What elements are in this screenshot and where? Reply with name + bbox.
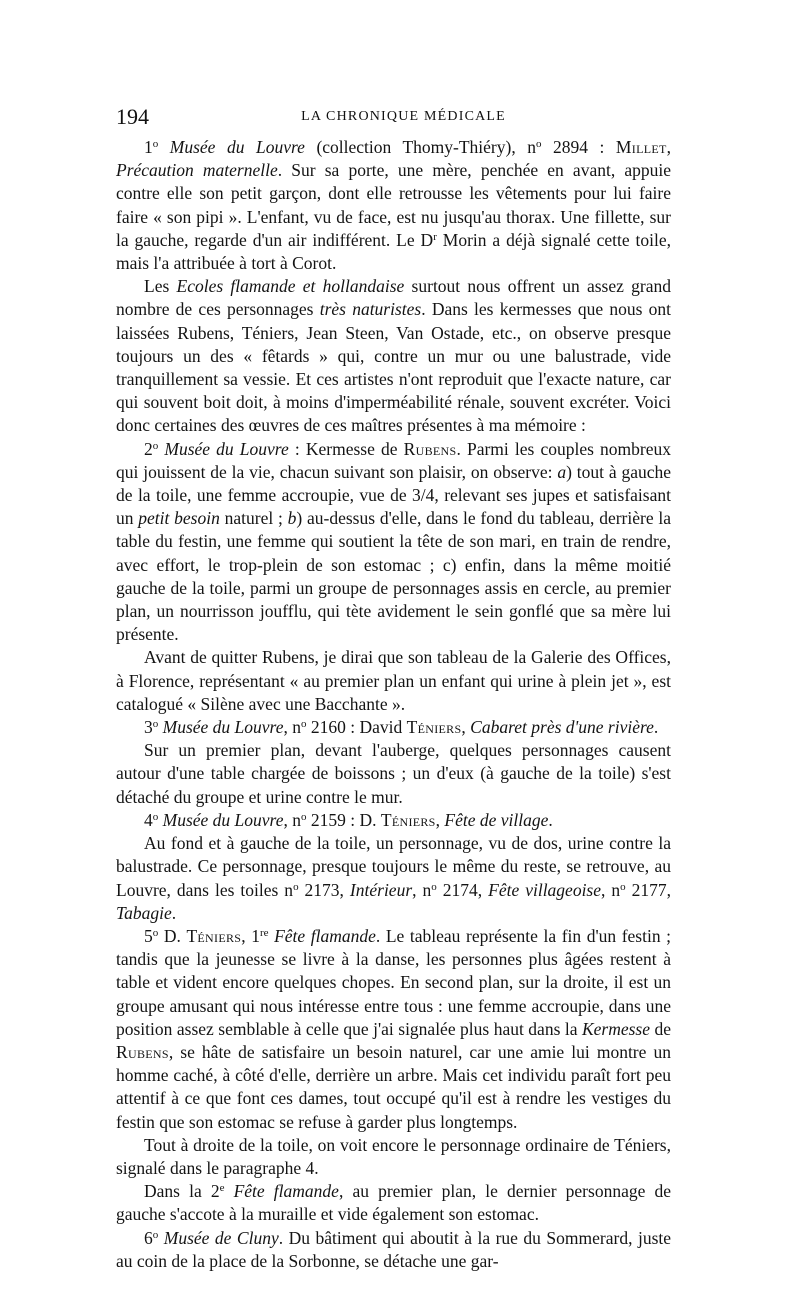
page-header [116,104,671,132]
body-text [116,136,671,1273]
running-title: LA CHRONIQUE MÉDICALE [301,109,506,124]
paragraph-item-4: 4$^o$ Musée du Louvre, $n^o$ 2159 : D. Téniers, Fête de village. [144,809,553,830]
paragraph-item-6: 6$^o$ Musée de Cluny. Du bâtiment qui aboutit à la rue du Sommerard, juste au coin de la place de la Sorbonne, se détache une gar- [116,1227,672,1271]
paragraph-ecoles: Les Ecoles flamande et hollandaise surtout nous offrent un assez grand nombre de ces personnages très naturistes. Dans les kermesses que nous ont laissées Rubens, Téniers, Jean Steen, Van Ostade, etc., on observe presque toujours un des « fêtards » qui, contre un mur ou une balustrade, vide tranquillement sa vessie. Et ces artistes n'ont reproduit que l'exacte nature, car qui souvent boit doit, à moins d'imperméabilité rénale, souvent excréter. Voici donc certaines des œuvres de ces maîtres présentes à ma mémoire : [116,276,671,436]
paragraph-balustrade: Au fond et à gauche de la toile, un personnage, vu de dos, urine contre la balustrade. Ce personnage, presque toujours le même du reste, se retrouve, au Louvre, dans les toiles $n^o$ 2173, Intérieur, $n^o$ 2174, Fête villageoise, $n^o$ 2177, Tabagie. [116,833,672,923]
paragraph-item-3: 3$^o$ Musée du Louvre, $n^o$ 2160 : David Téniers, Cabaret près d'une rivière. [144,717,659,738]
page-number: 194 [116,104,149,129]
paragraph-item-2: 2$^o$ Musée du Louvre : Kermesse de Rubens. Parmi les couples nombreux qui jouissent de la vie, chacun suivant son plaisir, on observe: a) tout à gauche de la toile, une femme accroupie, vue de 3/4, relevant ses jupes et satisfaisant un petit besoin naturel ; b) au-dessus d'elle, dans le fond du tableau, derrière la table du festin, une femme qui soutient la tête de son mari, en train de rendre, avec effort, le trop-plein de son estomac ; c) enfin, dans la même moitié gauche de la toile, parmi un groupe de personnages assis en cercle, au premier plan, un nourrisson joufflu, qui tète avidement le sein gonflé que sa mère lui présente. [116,438,672,645]
paragraph-teniers-right: Tout à droite de la toile, on voit encore le personnage ordinaire de Téniers, signalé dans le paragraphe 4. [116,1134,671,1178]
paragraph-fete-2: Dans la 2e Fête flamande, au premier plan, le dernier personnage de gauche s'accote à la muraille et vide également son estomac. [116,1181,671,1225]
paragraph-item-5: 5$^o$ D. Téniers, 1re Fête flamande. Le tableau représente la fin d'un festin ; tandis que la jeunesse se livre à la danse, les personnes plus âgées restent à table et vident encore quelques chopes. En second plan, sur la droite, il est un groupe amusant qui nous intéresse entre tous : une femme accroupie, dans une position assez semblable à celle que j'ai signalée plus haut dans la Kermesse de Rubens, se hâte de satisfaire un besoin naturel, car une amie lui montre un homme caché, à côté d'elle, derrière un arbre. Mais cet individu paraît fort peu attentif à ce que font ces dames, tout occupé qu'il est à rendre les vestiges du festin que son estomac se refuse à garder plus longtemps. [116,925,672,1132]
paragraph-offices: Avant de quitter Rubens, je dirai que son tableau de la Galerie des Offices, à Florence, représentant « au premier plan un enfant qui urine à plein jet », est catalogué « Silène avec une Bacchante ». [116,647,671,714]
paragraph-item-1: 1$^o$ Musée du Louvre (collection Thomy-Thiéry), $n^o$ 2894 : Millet, Précaution maternelle. Sur sa porte, une mère, penchée en avant, appuie contre elle son petit garçon, dont elle retrousse les vêtements pour lui faire faire « son pipi ». L'enfant, vu de face, est nu jusqu'au thorax. Une fillette, sur la gauche, regarde d'un air indifférent. Le $D^r$ Morin a déjà signalé cette toile, mais l'a attribuée à tort à Corot. [116,137,671,274]
paragraph-auberge: Sur un premier plan, devant l'auberge, quelques personnages causent autour d'une table chargée de boissons ; un d'eux (à gauche de la toile) s'est détaché du groupe et urine contre le mur. [116,740,671,807]
